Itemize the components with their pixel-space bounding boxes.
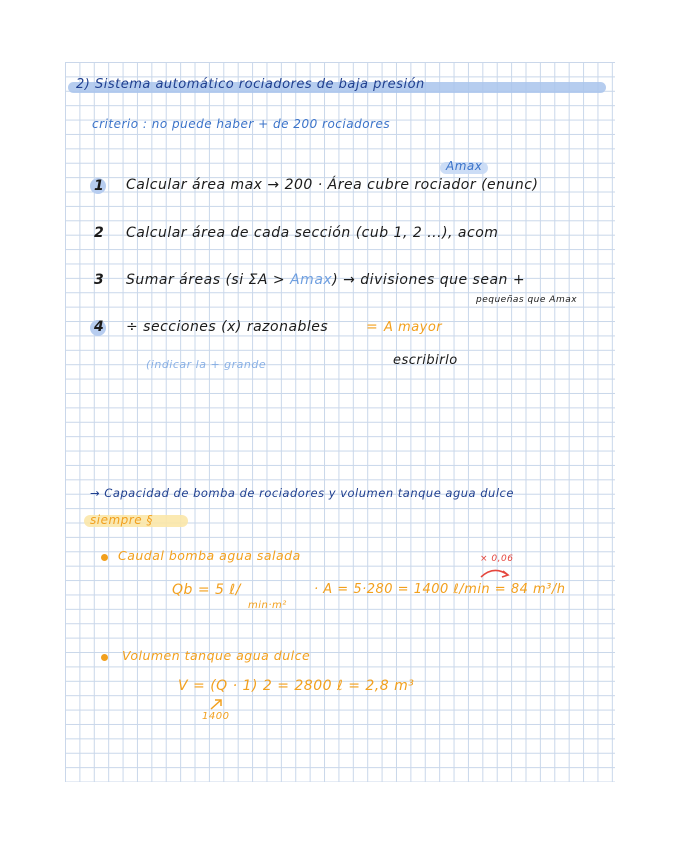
tank-volume-bullet <box>101 654 108 661</box>
factor-note: × 0,06 <box>480 554 514 564</box>
tank-arrow-note: 1400 <box>202 711 230 722</box>
step-4-equals: = <box>366 319 379 335</box>
tank-volume-formula: V = (Q · 1) 2 = 2800 ℓ = 2,8 m³ <box>178 678 415 694</box>
step-1-text: Calcular área max → 200 · Área cubre rociador (enunc) <box>126 177 539 193</box>
step-3-text-before: Sumar áreas (si ΣA > <box>126 272 291 288</box>
pump-flow-bullet <box>101 554 108 561</box>
pump-formula-rhs: · A = 5·280 = 1400 ℓ/min = 84 m³/h <box>314 582 566 597</box>
step-4-note: (indicar la + grande <box>146 358 267 371</box>
step-3-continuation: pequeñas que Amax <box>476 295 578 305</box>
capacity-heading: → Capacidad de bomba de rociadores y volumen tanque agua dulce <box>90 486 514 500</box>
step-3-text <box>126 272 525 288</box>
step-2-number: 2 <box>94 225 105 241</box>
step-3-text-after: ) → divisiones que sean + <box>332 272 526 288</box>
step-3-amax: Amax <box>290 272 333 288</box>
step-2-text: Calcular área de cada sección (cub 1, 2 ...), acom <box>126 225 499 241</box>
step-1-number: 1 <box>94 178 105 194</box>
step-4-number: 4 <box>94 319 105 335</box>
amax-annotation: Amax <box>446 159 483 173</box>
step-4-text: ÷ secciones (x) razonables <box>126 319 329 335</box>
pump-flow-label: Caudal bomba agua salada <box>118 548 301 563</box>
factor-arrow-icon <box>478 565 512 579</box>
section-title: 2) Sistema automático rociadores de baja presión <box>76 77 425 92</box>
step-4-sub-result: escribirlo <box>393 353 458 368</box>
tank-volume-label: Volumen tanque agua dulce <box>122 648 311 663</box>
tank-arrow-icon <box>208 697 224 711</box>
step-3-number: 3 <box>94 272 105 288</box>
pump-formula-denominator: min·m² <box>248 600 287 611</box>
always-label: siempre § <box>90 513 153 527</box>
graph-paper-grid <box>65 62 615 782</box>
pump-formula-lhs: Qb = 5 ℓ/ <box>172 582 241 598</box>
step-4-result: A mayor <box>384 320 443 335</box>
criterion-text: criterio : no puede haber + de 200 rociadores <box>92 117 391 131</box>
